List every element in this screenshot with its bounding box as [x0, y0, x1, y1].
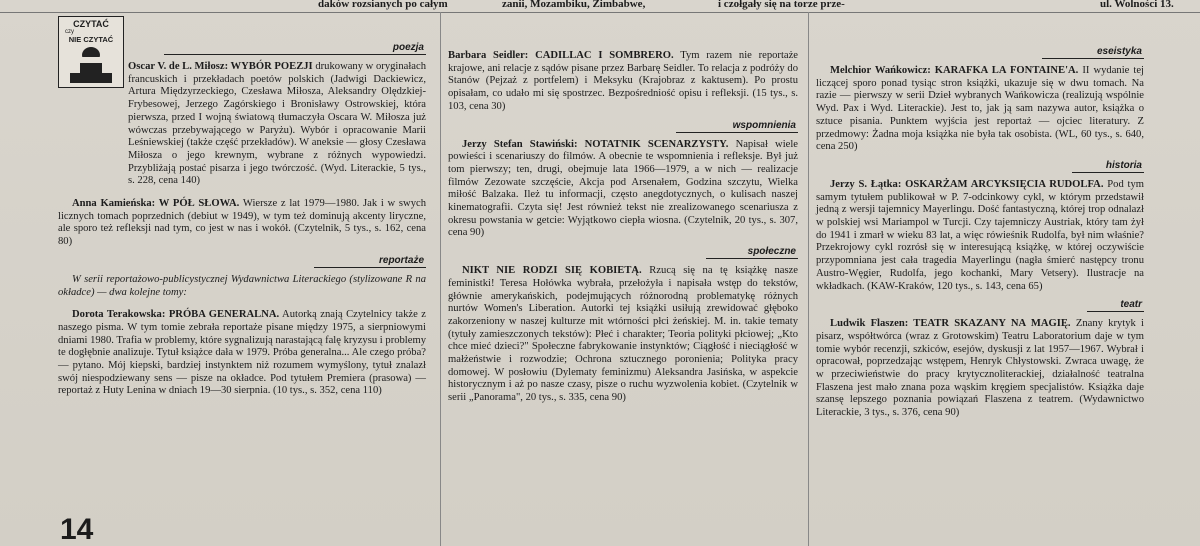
column-middle: [448, 50, 798, 405]
logo-line-2: czy: [65, 29, 74, 35]
entry-author: Jerzy S. Łątka: OSKARŻAM ARCYKSIĘCIA RUDOLFA.: [830, 178, 1104, 190]
column-right: [816, 40, 1144, 420]
logo-line-3: NIE CZYTAĆ: [68, 35, 114, 44]
column-rule: [808, 12, 809, 546]
entry-author: Anna Kamieńska: W PÓŁ SŁOWA.: [72, 198, 240, 210]
logo-line-1: CZYTAĆ: [73, 19, 109, 29]
previous-page-strip: [0, 0, 1200, 13]
entry-author: NIKT NIE RODZI SIĘ KOBIETĄ.: [462, 265, 642, 277]
section-header-reportaze: reportaże: [314, 255, 426, 268]
entry-text: Rzucą się na tę książkę nasze feministki! Teresa Hołówka wybrała, przełożyła i napisała wstęp do tekstów, głównie amerykańskich, podejmujących różnorodną problematykę różnych nurtów Women's Liberation. Autorki tej książki usiłują zrewidować głęboko zakorzeniony w naszej kulturze mit wtórności płci żeńskiej. M. in. takie tematy (tytuły zamieszczonych tekstów): Płeć i charakter; Teoria polityki płciowej; „Kto chce mieć dzieci?" Społeczne fabrykowanie instynktów; Ciągłość i nieciągłość w małżeństwie i rozwodzie; Ochrona sztucznego poronienia; Polityka pracy domowej. W posłowiu (Dylematy feminizmu) Aleksandra Jasińska, w aspekcie historycznym i aż po nasze czasy, pisze o ruchu wyzwolenia kobiet. (Czytelnik w serii „Panorama", 20 tys., s. 335, cena 90): [448, 265, 799, 404]
top-fragment-3: i czołgały się na torze prze-: [718, 0, 845, 10]
entry-text: Znany krytyk i pisarz, współtwórca (wraz z Grotowskim) Teatru Laboratorium daje w tym tomie wybór recenzji, szkiców, esejów, dyskusji z lat 1957—1967. Wybrał i opracował, poprzedzając wstępem, Henryk Chłystowski. Zwraca uwagę, że w przeciwieństwie do pracy krytycznoliterackiej, działalność teatralna Flaszena jest mało znana poza wąskim kręgiem specjalistów. Książka daje szansę lepszego poznania powiązań Flaszena z teatrem. (Wydawnictwo Literackie, 3 tys., s. 376, cena 90): [816, 318, 1144, 419]
section-header-wspomnienia: wspomnienia: [676, 120, 798, 133]
top-fragment-1: daków rozsianych po całym: [318, 0, 448, 10]
section-header-eseistyka: eseistyka: [1042, 46, 1144, 59]
section-header-historia: historia: [1072, 160, 1144, 173]
entry-text: Tym razem nie reportaże krajowe, ani relacje z sądów pisane przez Barbarę Seidler. To relacja z podróży do Stanów (Pejzaż z portfelem) i Meksyku (Krajobraz z kaktusem). Po prostu opisałam, co udało mi się spostrzec. Bezpośredniość opisu i refleksji. (15 tys., s. 103, cena 30): [448, 50, 799, 112]
section-header-spoleczne: społeczne: [706, 246, 798, 259]
top-fragment-2: zanii, Mozambiku, Zimbabwe,: [502, 0, 646, 10]
entry-text: II wydanie tej liczącej sporo ponad tysiąc stron książki, ukazuje się w dwu tomach. Na razie — pierwszy w serii Dzieł wybranych Wańkowicza (realizują wspólnie Wyd. Pax i Wyd. Literackie). Jest to, jak ją sam nazywa autor, książka o sztuce pisania. Punktem wyjścia jest reportaż — ojciec literatury. Z przedmowy: Żadna moja książka nie była tak osobista. (WL, 60 tys., s. 640, cena 250): [816, 65, 1144, 153]
entry-text: drukowany w oryginałach francuskich i przekładach poetów polskich (Jadwigi Dackiewicz, Artura Międzyrzeckiego, Czesława Miłosza, Aleksandry Olędzkiej-Frybesowej, Jerzego Zagórskiego i Bronisławy Ostrowskiej, która pierwsza, przed I wojną światową tłumaczyła Oscara W. Miłosza już wówczas przebywającego w Paryżu). Wybór i opracowanie Marii Leśniewskiej (także część przekładów). W aneksie — głosy Czesława Miłosza o jego krewnym, wybrane z różnych wypowiedzi. Przybliżają postać pisarza i jego twórczość. (Wyd. Literackie, 5 tys., s. 228, cena 140): [128, 61, 426, 187]
entry-text: Napisał wiele powieści i scenariuszy do filmów. A obecnie te wspomnienia i refleksje. Był już tom pierwszy; ten, drugi, obejmuje lata 1966—1979, a w nich — realizacje filmów Zezowate szczęście, Akcja pod Arsenałem, Godzina szczytu, Wielka miłość Balzaka. Ileż tu informacji, często anegdotycznych, o kulisach naszej kinematografii. Czyta się! Jest również tekst nie zrealizowanego scenariusza z okresu powstania w getcie: Wyjątkowo ciepła wiosna. (Czytelnik, 20 tys., s. 307, cena 90): [448, 138, 798, 239]
column-rule: [440, 12, 441, 546]
section-header-teatr: teatr: [1087, 299, 1144, 312]
entry-author: Ludwik Flaszen: TEATR SKAZANY NA MAGIĘ.: [830, 318, 1071, 330]
entry-author: Oscar V. de L. Miłosz: WYBÓR POEZJI: [128, 61, 313, 72]
entry-text: Pod tym samym tytułem publikował w P. 7-odcinkowy cykl, w którym przedstawił jedną z wersji tajemnicy Mayerlingu. Dość fantastyczną, której trop odnalazł w polskiej wsi Mariampol w Turcji. Czy tajemniczy Austriak, który tam żył do 1941 i zmarł w wieku 83 lat, a więc rówieśnik Rudolfa, był nim właśnie? Przekrojowy cykl rozrósł się w interesującą książkę, w której oczywiście przypomniana jest cała tragedia Mayerlingu (nagła śmierć następcy tronu Austro-Węgier, Rudolfa, jego kochanki, Mary Vetsery). Ilustracje na wkładkach. (KAW-Kraków, 120 tys., s. 143, cena 65): [816, 178, 1144, 292]
section-header-poezja: poezja: [164, 42, 426, 55]
entry-author: Barbara Seidler: CADILLAC I SOMBRERO.: [448, 50, 674, 61]
top-fragment-4: ul. Wolności 13.: [1100, 0, 1174, 10]
entry-author: Dorota Terakowska: PRÓBA GENERALNA.: [72, 309, 280, 321]
entry-author: Jerzy Stefan Stawiński: NOTATNIK SCENARZYSTY.: [462, 138, 729, 150]
entry-text: Autorką znają Czytelnicy także z naszego pisma. W tym tomie zebrała reportaże pisane między 1975, a sierpniowymi dniami 1980. Trafia w problemy, które sygnalizują narastającą falę kryzysu i problemy te dogłębnie analizuje. Tytuł książce dała w 1979. Próba generalna... Ale czego próba? — pytano. Mój kiepski, bardziej instynktem niż rozumem wymyślony, tytuł znalazł swój niespodziewany sens — pisze na okładce. Pod tytułem Premiera (prasowa) — reportaż z Huty Lenina w dniach 19—30 sierpnia. (10 tys., s. 352, cena 110): [58, 309, 426, 397]
column-left: [58, 38, 426, 398]
series-intro: W serii reportażowo-publicystycznej Wydawnictwa Literackiego (stylizowane R na okładce) — dwa kolejne tomy:: [58, 273, 426, 298]
entry-text: Wiersze z lat 1979—1980. Jak i w swych licznych tomach poprzednich (debiut w 1949), w tym też dominują akcenty liryczne, ale sporo też refleksji nad tym, co jest w nas i wokół. (Czytelnik, 5 tys., s. 162, cena 80): [58, 198, 426, 248]
page-number: 14: [60, 513, 94, 546]
entry-author: Melchior Wańkowicz: KARAFKA LA FONTAINE'A.: [830, 65, 1079, 76]
